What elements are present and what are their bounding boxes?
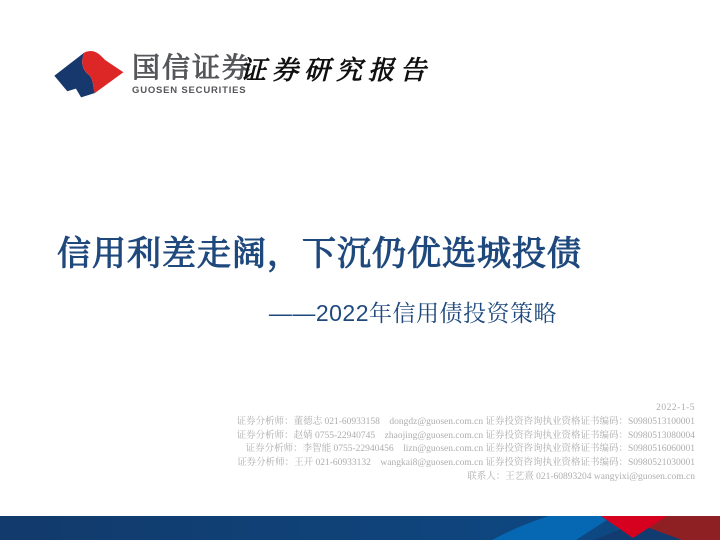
guosen-logo-icon [50,45,126,103]
footer-ribbon [0,516,720,540]
meta-block [237,402,695,485]
report-type-label: 证券研究报告 [240,56,433,86]
title-block [57,226,582,328]
analyst-line: 证券分析师：赵婧 0755-22940745 zhaojing@guosen.com.cn 证券投资咨询执业资格证书编码：S0980513080004 [236,430,695,441]
contact-line: 联系人：王艺熹 021-60893204 wangyixi@guosen.com.cn [467,471,695,482]
analyst-line: 证券分析师：董德志 021-60933158 dongdz@guosen.com.cn 证券投资咨询执业资格证书编码：S0980513100001 [236,416,695,427]
logo-name-en: GUOSEN SECURITIES [132,85,247,97]
report-subtitle: ——2022年信用债投资策略 [268,300,557,326]
report-date: 2022-1-5 [656,403,695,413]
report-title: 信用利差走阔，下沉仍优选城投债 [57,234,582,274]
guosen-logo [50,45,252,103]
analyst-line: 证券分析师：王开 021-60933132 wangkai8@guosen.com.cn 证券投资咨询执业资格证书编码：S0980521030001 [237,458,695,469]
logo-name-cn: 国信证券 [132,52,253,83]
logo-text [132,53,252,96]
analyst-line: 证券分析师：李智能 0755-22940456 lizn@guosen.com.cn 证券投资咨询执业资格证书编码：S0980516060001 [245,444,695,455]
